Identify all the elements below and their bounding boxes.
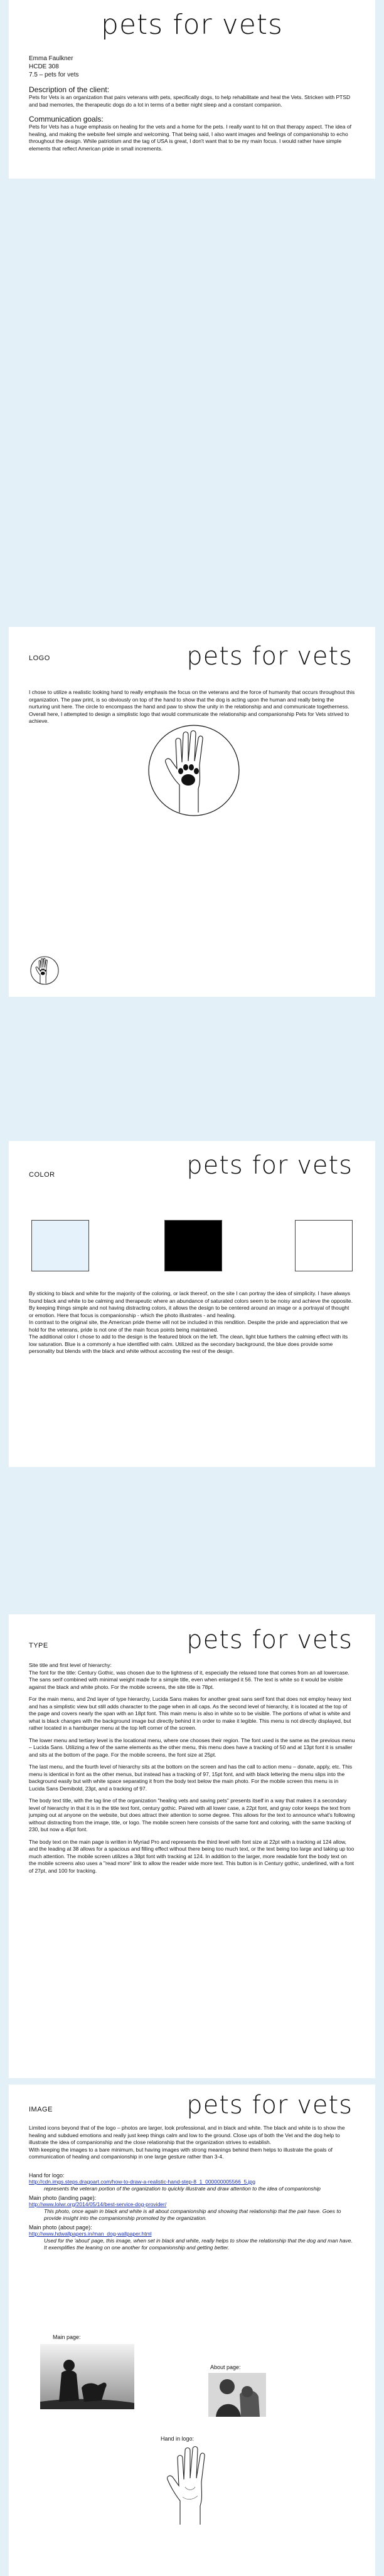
author-name: Emma Faulkner: [29, 55, 73, 62]
logo-page-title: pets for vets: [186, 642, 353, 671]
source-link[interactable]: http://www.hdwallpapers.in/man_dog-wallpaper.html: [29, 2230, 152, 2237]
swatch-light-blue: [31, 1220, 89, 1271]
page-image: [9, 2084, 375, 2576]
swatch-white: [295, 1220, 353, 1271]
type-rationale: [29, 1662, 355, 1874]
photo-caption-about: About page:: [210, 2364, 241, 2370]
page-type: [9, 1614, 375, 2078]
type-text-6: The body text title, with the tag line of the organization "healing vets and saving pets" presents itself in a way that makes it a secondary level of hierarchy in that it is in the title text font, century gothic. Paired with all lower case, a 22pt font, and gray color keeps the text from jumping out at anyone on the website, but does attract their attention to some degree. This allows for the text to announce what's following without distracting from the image, title, or logo. The mobile screen here consists of the same font and coloring, with the same tracking of 230, but now a 45pt font.: [29, 1797, 355, 1832]
color-text-1: By sticking to black and white for the majority of the coloring, or lack thereof, on the site I can portray the idea of simplicity. I have always found black and white to be calming and therapeutic where an abundance of saturated colors seem to be noisy and achieve the opposite. By keeping things simple and not having distracting colors, it allows the design to be centered around an image or a portrayal of thought or emotion. Here that focus is companionship - which the photo illustrates - and healing.: [29, 1290, 353, 1318]
logo-rationale: I chose to utilize a realistic looking hand to really emphasis the focus on the veterans and the force of humanity that occurs throughout this organization. The paw print, is so obviously on top of the hand to show that the dog is acting upon the human and really being the nurturing unit here. The circle to encompass the hand and paw to show the unity in the relationship and and communicate togetherness. Overall here, I attempted to design a simplistic logo that would communicate the relationship and companionship Pets for Vets strived to achieve.: [29, 689, 355, 724]
swatch-black: [164, 1220, 222, 1271]
source-label: Main photo (about page):: [29, 2224, 92, 2231]
hand-in-logo-image: [161, 2443, 224, 2525]
type-text-4: The lower menu and tertiary level is the locational menu, where one chooses their region. The font used is the same as the previous menu – Lucida Sans. Utilizing a few of the same elements as the other menu, this menu does have a tracking of 50 and at 13pt font it is smaller and sits at the bottom of the page. For the mobile screens, the font size at 25pt.: [29, 1737, 355, 1758]
type-text-5: The last menu, and the fourth level of hierarchy sits at the bottom on the screen and has the call to action menu – donate, apply, etc. This menu is identical in font as the other menus, but instead has a tracking of 97, 15pt font, and with black lettering the menu slips into the background easily but with white space separating it from the body text below the main photo. For the mobile screen this menu is in Lucida Sans Demibold, 23pt, and a tracking of 97.: [29, 1764, 353, 1792]
project-name: 7.5 – pets for vets: [29, 71, 79, 78]
source-label: Main photo (landing page):: [29, 2194, 97, 2201]
author-meta: [29, 55, 355, 79]
goals-heading: Communication goals:: [29, 115, 104, 124]
type-text-7: The body text on the main page is written in Myriad Pro and represents the third level with font size at 22pt with a tracking at 124 allow, and the leading at 38 allows for a spacious and filling effect without there being too much text, or the text being too large and taking up too much attention. The mobile screen utilizes a 38pt font with tracking at 124. In addition to the larger, more readable font the body text on the mobile screens also uses a "read more" link to allow the reader wide more text. This button is in Century gothic, underlined, with a font of 27pt, and 100 for tracking.: [29, 1838, 355, 1874]
image-page-title: pets for vets: [186, 2091, 353, 2120]
section-label-logo: LOGO: [29, 655, 50, 662]
section-label-color: COLOR: [29, 1171, 55, 1179]
logo-small: [30, 956, 59, 985]
color-page-title: pets for vets: [186, 1151, 353, 1180]
source-note: This photo, once again in black and white is all about companionship and showing that relationship that the pair have. Goes to provide insight into the companionship promoted by the organization.: [44, 2207, 341, 2221]
source-link[interactable]: http://www.lolwr.org/2014/05/14/best-service-dog-provider/: [29, 2200, 167, 2207]
image-intro-2: With keeping the images to a bare minimum, but having images with strong meanings behind them helps to illustrate the goals of communication of healing and companionship in one large gesture rather than 3-4.: [29, 2146, 333, 2160]
source-note: Used for the 'about' page, this image, when set in black and white, really helps to show the relationship that the dog and man have. It exemplifies the leaning on one another for companionship and getting better.: [44, 2237, 353, 2251]
type-text-1: Site title and first level of hierarchy:: [29, 1662, 112, 1668]
page-client: [9, 0, 375, 179]
photo-caption-hand: Hand in logo:: [161, 2436, 195, 2442]
source-note: represents the veteran portion of the organization to quickly illustrate and draw attention to the idea of companionship: [44, 2185, 321, 2192]
page-title: pets for vets: [101, 9, 283, 41]
goals-text: Pets for Vets has a huge emphasis on healing for the vets and a home for the pets. I really want to hit on that therapy aspect. The idea of healing, and making the website feel simple and welcoming. That being said, I also want images and feelings of companionship to echo throughout the design. While patriotism and the tag of USA is great, I don't want that to be my main focus. I would rather have simple elements that reflect American pride in small increments.: [29, 124, 351, 152]
type-page-title: pets for vets: [186, 1626, 353, 1654]
client-heading: Description of the client:: [29, 85, 110, 94]
course-code: HCDE 308: [29, 63, 59, 70]
section-label-image: IMAGE: [29, 2106, 53, 2113]
section-label-type: TYPE: [29, 1642, 48, 1649]
type-text-2: The font for the title: Century Gothic, was chosen due to the lightness of it, especially the relaxed tone that comes from an all lowercase. The sans serif combined with minimal weight made for a simple title, even when enlarged it 56. The text is white so it would be visible against the black and white photo. For the mobile screens, the site title is 78pt.: [29, 1669, 349, 1690]
color-rationale: [29, 1290, 355, 1355]
page-logo: [9, 627, 375, 997]
logo-large: [147, 723, 241, 817]
main-page-photo: [40, 2344, 134, 2409]
about-page-photo: [208, 2373, 266, 2417]
source-link[interactable]: http://cdn.imgs.steps.dragoart.com/how-to-draw-a-realistic-hand-step-8_1_000000005566_5.jpg: [29, 2178, 255, 2185]
color-text-3: The additional color I chose to add to the design is the featured block on the left. The clean, light blue furthers the calming effect with its low saturation. Blue is a commonly a hue identified with calm. Utilized as the secondary background, the blue does provide some personality but blends with the black and white without accosting the rest of the design.: [29, 1333, 348, 1354]
image-intro-1: Limited icons beyond that of the logo – photos are larger, look professional, and in black and white. The black and white is to show the healing and subdued emotions and really just keep things calm and low to the ground. Close ups of both the Vet and the dog help to illustrate the idea of companionship and the close relationship that the organization strives to establish.: [29, 2125, 345, 2145]
client-description: Pets for Vets is an organization that pairs veterans with pets, specifically dogs, to help rehabilitate and heal the Vets. Stricken with PTSD and bad memories, the therapeutic dogs do a lot in terms of a better night sleep and a constant companion.: [29, 94, 351, 108]
source-label: Hand for logo:: [29, 2172, 65, 2179]
type-text-3: For the main menu, and 2nd layer of type hierarchy, Lucida Sans makes for another great sans serif font that does not employ heavy text and has a simplistic view but still adds character to the page when in all caps. As the second level of hierarchy, it is located at the top of the page and covers nearly the span with an 18pt font. This main menu is also in white so to be visible. The portions of what is white and what is black changes with the background image but directly behind it in order to make it legible. This menu is not directly displayed, but rather located in a hamburger menu at the top left corner of the screen.: [29, 1696, 351, 1731]
photo-caption-main: Main page:: [53, 2334, 81, 2340]
color-text-2: In contrast to the original site, the American pride theme will not be included in this rendition. Despite the pride and appreciation that we hold for the veterans, pride is not one of the main focus points being maintained.: [29, 1319, 348, 1333]
page-color: [9, 1141, 375, 1467]
image-rationale: [29, 2125, 355, 2251]
